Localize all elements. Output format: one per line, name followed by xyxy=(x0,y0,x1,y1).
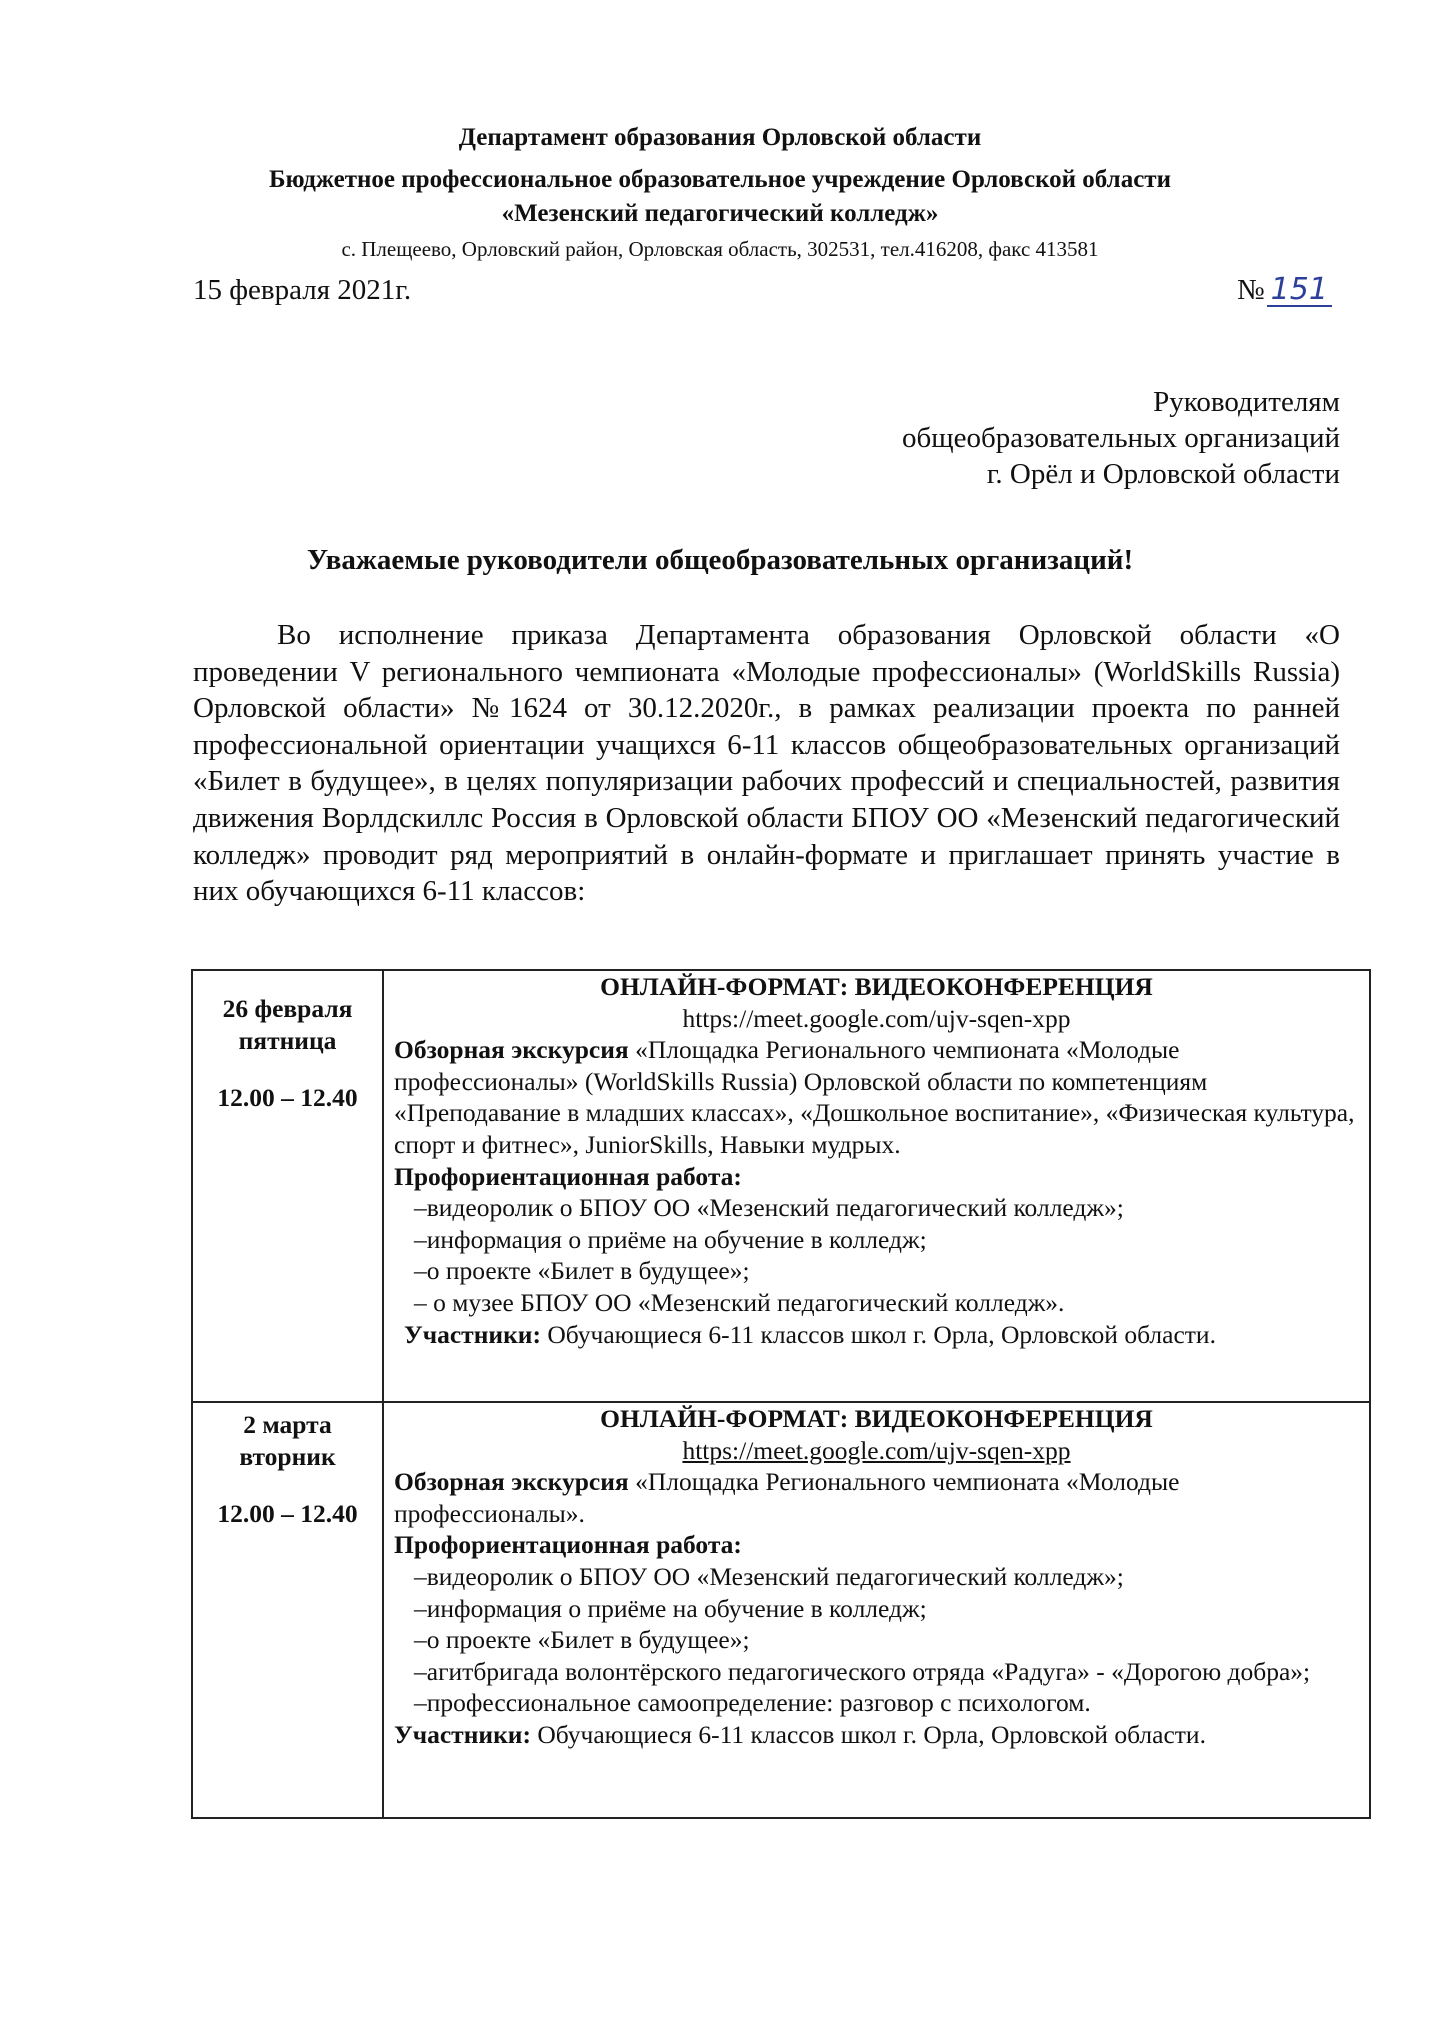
event-details xyxy=(383,1402,1370,1818)
list-item: –информация о приёме на обучение в колледж; xyxy=(414,1593,927,1623)
letter-number xyxy=(1237,274,1332,307)
list-item: –о проекте «Билет в будущее»; xyxy=(414,1256,750,1286)
tour-label: Обзорная экскурсия xyxy=(394,1467,629,1497)
event-details xyxy=(383,970,1370,1402)
list-item: –профессиональное самоопределение: разговор с психологом. xyxy=(414,1688,1091,1718)
intro-paragraph: Во исполнение приказа Департамента образования Орловской области «О проведении V регионального чемпионата «Молодые профессионалы» (WorldSkills Russia) Орловской области» №1624 от 30.12.2020г., в рамках реализации проекта по ранней профессиональной ориентации учащихся 6-11 классов общеобразовательных организаций «Билет в будущее», в целях популяризации рабочих профессий и специальностей, развития движения Ворлдскиллс Россия в Орловской области БПОУ ОО «Мезенский педагогический колледж» проводит ряд мероприятий в онлайн-формате и приглашает принять участие в них обучающихся 6-11 классов: xyxy=(193,619,1340,908)
work-label: Профориентационная работа: xyxy=(394,1161,742,1191)
work-label: Профориентационная работа: xyxy=(394,1530,742,1560)
participants-label: Участники: xyxy=(404,1319,541,1349)
event-participants xyxy=(394,1319,1359,1351)
header-college: «Мезенский педагогический колледж» xyxy=(501,200,939,227)
event-weekday: вторник xyxy=(239,1441,336,1471)
event-format-title: ОНЛАЙН-ФОРМАТ: ВИДЕОКОНФЕРЕНЦИЯ xyxy=(600,1404,1153,1433)
event-participants xyxy=(394,1719,1359,1751)
event-row xyxy=(192,1402,1370,1818)
header-institution: Бюджетное профессиональное образовательное учреждение Орловской области xyxy=(269,166,1171,193)
event-when xyxy=(192,1402,383,1818)
greeting: Уважаемые руководители общеобразовательных организаций! xyxy=(306,544,1134,576)
list-item: –агитбригада волонтёрского педагогического отряда «Радуга» - «Дорогою добра»; xyxy=(414,1656,1311,1686)
list-item: –информация о приёме на обучение в колледж; xyxy=(414,1224,927,1254)
event-row xyxy=(192,970,1370,1402)
participants-text: Обучающиеся 6-11 классов школ г. Орла, Орловской области. xyxy=(537,1719,1206,1749)
list-item: –видеоролик о БПОУ ОО «Мезенский педагогический колледж»; xyxy=(414,1561,1124,1591)
events-table xyxy=(191,969,1371,1819)
addressee-line-1: Руководителям xyxy=(1153,386,1340,418)
list-item: –видеоролик о БПОУ ОО «Мезенский педагогический колледж»; xyxy=(414,1193,1124,1223)
event-format-title: ОНЛАЙН-ФОРМАТ: ВИДЕОКОНФЕРЕНЦИЯ xyxy=(600,972,1153,1001)
event-link[interactable]: https://meet.google.com/ujv-sqen-xpp xyxy=(682,1003,1071,1033)
addressee-line-2: общеобразовательных организаций xyxy=(902,422,1340,454)
participants-label: Участники: xyxy=(394,1719,531,1749)
event-tour xyxy=(394,1466,1359,1529)
event-tour xyxy=(394,1034,1359,1160)
event-date: 26 февраля xyxy=(222,994,353,1023)
list-item: – о музее БПОУ ОО «Мезенский педагогический колледж». xyxy=(414,1287,1065,1317)
addressee-line-3: г. Орёл и Орловской области xyxy=(986,458,1340,490)
handwritten-number: 151 xyxy=(1267,275,1332,307)
event-when xyxy=(192,970,383,1402)
list-item: –о проекте «Билет в будущее»; xyxy=(414,1625,750,1655)
event-date: 2 марта xyxy=(243,1410,332,1439)
event-time: 12.00 – 12.40 xyxy=(217,1499,358,1529)
participants-text: Обучающиеся 6-11 классов школ г. Орла, Орловской области. xyxy=(547,1319,1216,1349)
event-time: 12.00 – 12.40 xyxy=(217,1083,358,1113)
tour-text: «Площадка Регионального чемпионата «Молодые профессионалы» (WorldSkills Russia) Орловской области по компетенциям «Преподавание в младших классах», «Дошкольное воспитание», «Физическая культура, спорт и фитнес», JuniorSkills, Навыки мудрых. xyxy=(394,1035,1355,1159)
header-department: Департамент образования Орловской области xyxy=(458,124,982,151)
tour-label: Обзорная экскурсия xyxy=(394,1035,629,1065)
tour-text: «Площадка Регионального чемпионата «Молодые профессионалы». xyxy=(394,1467,1180,1528)
addressee-block xyxy=(902,384,1340,492)
event-link[interactable]: https://meet.google.com/ujv-sqen-xpp xyxy=(682,1435,1071,1465)
event-weekday: пятница xyxy=(238,1025,337,1055)
letter-date: 15 февраля 2021г. xyxy=(193,274,412,306)
header-address: с. Плещеево, Орловский район, Орловская область, 302531, тел.416208, факс 413581 xyxy=(341,237,1099,261)
number-prefix: № xyxy=(1237,274,1265,306)
